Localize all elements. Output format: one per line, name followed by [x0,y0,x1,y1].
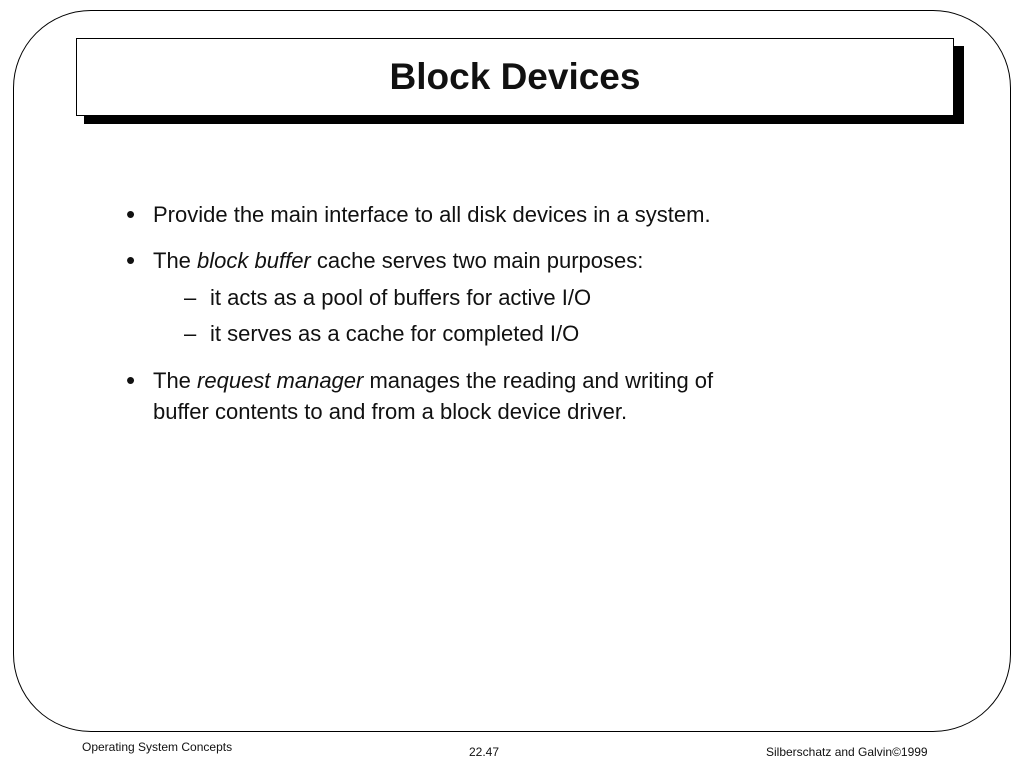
bullet-text-emphasis: request manager [197,368,364,393]
sub-item-dash: – [184,321,197,346]
footer-course-title: Operating System Concepts [82,740,233,754]
bullet-text [153,245,643,277]
bullet-marker: • [126,245,136,275]
bullet-text [153,365,713,397]
bullet-text-line2: buffer contents to and from a block device driver. [153,399,628,424]
bullet-marker: • [126,199,136,229]
bullet-text-prefix: The [153,368,198,393]
bullet-text: Provide the main interface to all disk devices in a system. [153,202,711,227]
footer-page-number: 22.47 [469,745,500,759]
slide-title: Block Devices [389,56,641,97]
bullet-text-prefix: The [153,248,198,273]
sub-item-dash: – [184,285,197,310]
sub-item-text: it acts as a pool of buffers for active I/O [210,285,592,310]
bullet-marker: • [126,365,136,395]
title-box [76,38,954,116]
bullet-text-emphasis: block buffer [197,248,311,273]
footer-copyright: Silberschatz and Galvin©1999 [766,745,928,759]
bullet-text-suffix: cache serves two main purposes: [310,248,644,273]
sub-item-1 [184,282,591,314]
sub-item-text: it serves as a cache for completed I/O [210,321,580,346]
sub-item-2 [184,318,579,350]
bullet-text-suffix: manages the reading and writing of [363,368,714,393]
